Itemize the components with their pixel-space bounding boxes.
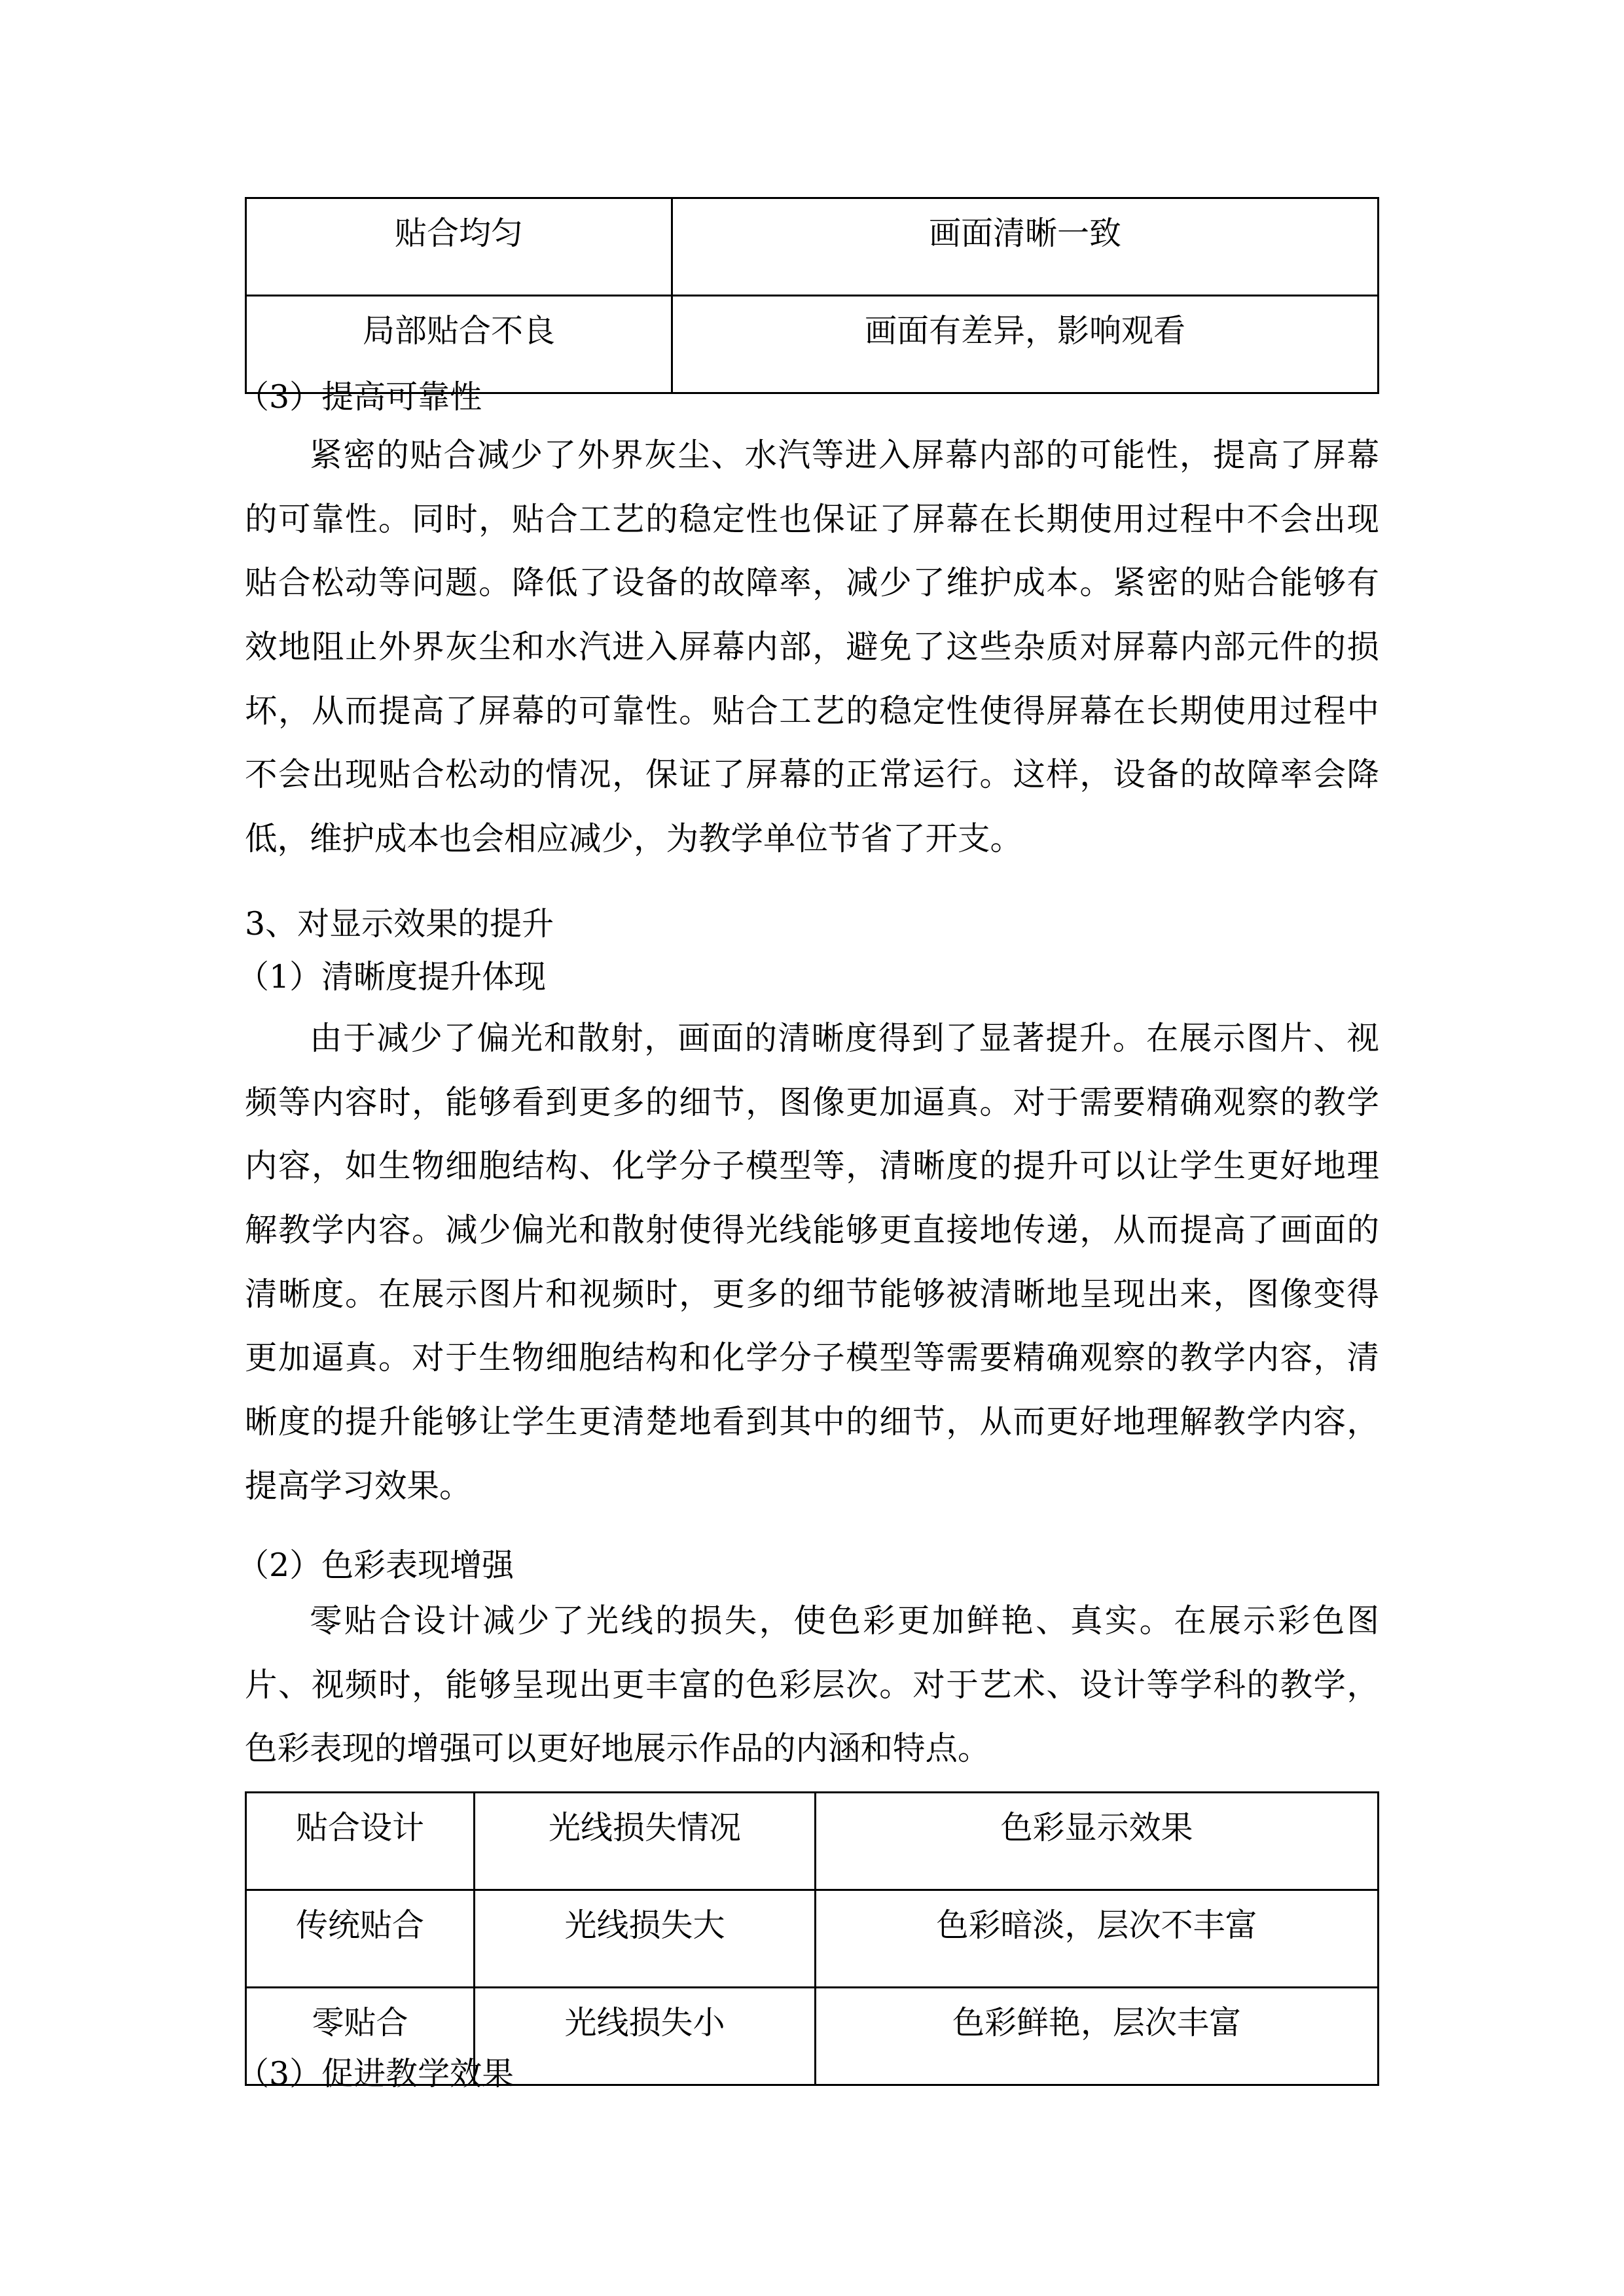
paragraph-line: 贴合松动等问题。降低了设备的故障率，减少了维护成本。紧密的贴合能够有 (245, 564, 1379, 602)
table-header-cell: 贴合设计 (246, 1793, 475, 1890)
table-cell: 光线损失小 (475, 1988, 816, 2085)
paragraph-line: 片、视频时，能够呈现出更丰富的色彩层次。对于艺术、设计等学科的教学， (245, 1665, 1379, 1704)
section-heading-clarity: （1）清晰度提升体现 (237, 958, 547, 996)
table-header-cell: 色彩显示效果 (816, 1793, 1379, 1890)
paragraph-line: 晰度的提升能够让学生更清楚地看到其中的细节，从而更好地理解教学内容， (245, 1403, 1379, 1441)
paragraph-line: 频等内容时，能够看到更多的细节，图像更加逼真。对于需要精确观察的教学 (245, 1083, 1379, 1121)
table-cell: 色彩暗淡，层次不丰富 (816, 1890, 1379, 1988)
section-heading-display-effect: 3、对显示效果的提升 (245, 905, 554, 942)
table-cell: 传统贴合 (246, 1890, 475, 1988)
section-heading-reliability: （3）提高可靠性 (237, 378, 482, 416)
paragraph-line: 零贴合设计减少了光线的损失，使色彩更加鲜艳、真实。在展示彩色图 (310, 1602, 1379, 1640)
table-cell: 色彩鲜艳，层次丰富 (816, 1988, 1379, 2085)
table-row (246, 1890, 1379, 1988)
paragraph-line: 效地阻止外界灰尘和水汽进入屏幕内部，避免了这些杂质对屏幕内部元件的损 (245, 628, 1379, 666)
paragraph-line: 提高学习效果。 (245, 1466, 472, 1505)
table-cell: 贴合均匀 (246, 198, 672, 296)
paragraph-line: 坏，从而提高了屏幕的可靠性。贴合工艺的稳定性使得屏幕在长期使用过程中 (245, 691, 1379, 730)
paragraph-line: 清晰度。在展示图片和视频时，更多的细节能够被清晰地呈现出来，图像变得 (245, 1274, 1379, 1313)
table-cell: 零贴合 (246, 1988, 475, 2085)
table-cell: 画面有差异，影响观看 (672, 296, 1379, 393)
paragraph-clarity (245, 1007, 1379, 1518)
table-header-cell: 光线损失情况 (475, 1793, 816, 1890)
paragraph-line: 低，维护成本也会相应减少，为教学单位节省了开支。 (245, 819, 1022, 858)
paragraph-line: 解教学内容。减少偏光和散射使得光线能够更直接地传递，从而提高了画面的 (245, 1211, 1379, 1249)
section-heading-color: （2）色彩表现增强 (237, 1547, 514, 1584)
paragraph-line: 内容，如生物细胞结构、化学分子模型等，清晰度的提升可以让学生更好地理 (245, 1147, 1379, 1185)
table-cell: 光线损失大 (475, 1890, 816, 1988)
table-cell: 画面清晰一致 (672, 198, 1379, 296)
table-row (246, 198, 1379, 296)
paragraph-reliability (245, 423, 1379, 871)
paragraph-line: 的可靠性。同时，贴合工艺的稳定性也保证了屏幕在长期使用过程中不会出现 (245, 499, 1379, 538)
paragraph-line: 紧密的贴合减少了外界灰尘、水汽等进入屏幕内部的可能性，提高了屏幕 (310, 436, 1379, 474)
paragraph-line: 更加逼真。对于生物细胞结构和化学分子模型等需要精确观察的教学内容，清 (245, 1338, 1379, 1377)
section-heading-teaching-effect: （3）促进教学效果 (237, 2055, 514, 2092)
table-cell: 局部贴合不良 (246, 296, 672, 393)
comparison-table-fit-quality (245, 197, 1379, 394)
paragraph-line: 由于减少了偏光和散射，画面的清晰度得到了显著提升。在展示图片、视 (310, 1019, 1379, 1057)
paragraph-line: 色彩表现的增强可以更好地展示作品的内涵和特点。 (245, 1729, 990, 1768)
paragraph-color (245, 1589, 1379, 1781)
table-header-row (246, 1793, 1379, 1890)
paragraph-line: 不会出现贴合松动的情况，保证了屏幕的正常运行。这样，设备的故障率会降 (245, 755, 1379, 794)
